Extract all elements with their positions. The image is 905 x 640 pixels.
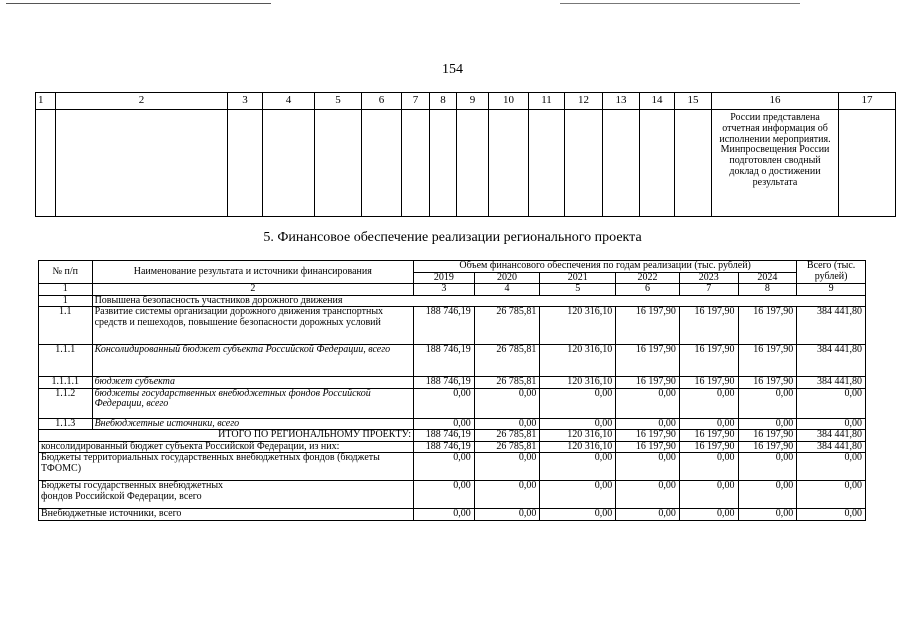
value-cell: 0,00 xyxy=(679,418,738,430)
value-cell: 16 197,90 xyxy=(679,377,738,389)
column-number: 15 xyxy=(675,93,712,110)
value-cell: 0,00 xyxy=(679,388,738,418)
column-index: 4 xyxy=(474,284,540,296)
value-cell: 0,00 xyxy=(540,509,616,521)
value-cell: 120 316,10 xyxy=(540,307,616,345)
header-volume: Объем финансового обеспечения по годам реализации (тыс. рублей) xyxy=(414,261,797,273)
value-cell: 0,00 xyxy=(616,481,680,509)
value-cell: 0,00 xyxy=(797,509,866,521)
table-row xyxy=(39,345,866,377)
value-cell: 26 785,81 xyxy=(474,430,540,442)
value-cell: 26 785,81 xyxy=(474,345,540,377)
value-cell: 0,00 xyxy=(616,418,680,430)
continuation-table xyxy=(35,92,896,217)
total-row xyxy=(39,481,866,509)
value-cell: 16 197,90 xyxy=(738,441,797,453)
row-name: Консолидированный бюджет субъекта Российской Федерации, всего xyxy=(92,345,413,377)
column-index: 1 xyxy=(39,284,93,296)
column-index: 7 xyxy=(679,284,738,296)
row-number: 1.1 xyxy=(39,307,93,345)
value-cell: 0,00 xyxy=(679,453,738,481)
value-cell: 0,00 xyxy=(738,388,797,418)
value-cell: 0,00 xyxy=(474,453,540,481)
column-number: 11 xyxy=(529,93,565,110)
value-cell: 0,00 xyxy=(414,453,475,481)
section-title: 5. Финансовое обеспечение реализации регионального проекта xyxy=(263,230,642,245)
column-index-row xyxy=(39,284,866,296)
value-cell: 384 441,80 xyxy=(797,430,866,442)
value-cell: 26 785,81 xyxy=(474,307,540,345)
value-cell: 16 197,90 xyxy=(616,307,680,345)
table-header-row xyxy=(36,93,896,110)
total-label: Бюджеты территориальных государственных внебюджетных фондов (бюджеты ТФОМС) xyxy=(39,453,414,481)
column-index: 2 xyxy=(92,284,413,296)
value-cell: 16 197,90 xyxy=(616,430,680,442)
column-number: 3 xyxy=(228,93,263,110)
column-number: 5 xyxy=(315,93,362,110)
value-cell: 0,00 xyxy=(738,481,797,509)
value-cell: 16 197,90 xyxy=(738,307,797,345)
top-rule xyxy=(6,3,271,4)
value-cell: 16 197,90 xyxy=(616,345,680,377)
row-number: 1 xyxy=(39,295,93,307)
row-name: бюджет субъекта xyxy=(92,377,413,389)
page-number: 154 xyxy=(442,62,463,77)
column-number: 1 xyxy=(36,93,56,110)
value-cell: 16 197,90 xyxy=(738,345,797,377)
value-cell: 120 316,10 xyxy=(540,377,616,389)
table-row xyxy=(39,418,866,430)
value-cell: 0,00 xyxy=(616,509,680,521)
row-number: 1.1.1 xyxy=(39,345,93,377)
report-status-cell: России представлена отчетная информация об исполнении мероприятия. Минпросвещения России подготовлен сводный доклад о достижении результата xyxy=(712,110,839,217)
column-number: 14 xyxy=(640,93,675,110)
value-cell: 0,00 xyxy=(738,509,797,521)
table-header-row xyxy=(39,261,866,273)
value-cell: 384 441,80 xyxy=(797,307,866,345)
value-cell: 0,00 xyxy=(474,509,540,521)
column-index: 6 xyxy=(616,284,680,296)
column-number: 4 xyxy=(263,93,315,110)
value-cell: 16 197,90 xyxy=(679,441,738,453)
value-cell: 0,00 xyxy=(474,418,540,430)
value-cell: 16 197,90 xyxy=(679,307,738,345)
value-cell: 120 316,10 xyxy=(540,441,616,453)
column-index: 8 xyxy=(738,284,797,296)
value-cell: 384 441,80 xyxy=(797,345,866,377)
column-number: 13 xyxy=(603,93,640,110)
row-number: 1.1.3 xyxy=(39,418,93,430)
value-cell: 0,00 xyxy=(540,481,616,509)
column-number: 12 xyxy=(565,93,603,110)
column-index: 3 xyxy=(414,284,475,296)
header-total: Всего (тыс. рублей) xyxy=(797,261,866,284)
value-cell: 0,00 xyxy=(797,388,866,418)
header-name: Наименование результата и источники финансирования xyxy=(92,261,413,284)
total-label: Бюджеты государственных внебюджетных фондов Российской Федерации, всего xyxy=(39,481,414,509)
value-cell: 26 785,81 xyxy=(474,377,540,389)
header-number: № п/п xyxy=(39,261,93,284)
column-index: 5 xyxy=(540,284,616,296)
value-cell: 16 197,90 xyxy=(738,430,797,442)
value-cell: 0,00 xyxy=(414,509,475,521)
header-year: 2024 xyxy=(738,272,797,284)
value-cell: 0,00 xyxy=(616,388,680,418)
value-cell: 0,00 xyxy=(797,481,866,509)
value-cell: 26 785,81 xyxy=(474,441,540,453)
value-cell: 188 746,19 xyxy=(414,430,475,442)
value-cell: 16 197,90 xyxy=(616,441,680,453)
value-cell: 120 316,10 xyxy=(540,345,616,377)
value-cell: 0,00 xyxy=(540,453,616,481)
row-name: Развитие системы организации дорожного движения транспортных средств и пешеходов, повышение безопасности дорожных условий xyxy=(92,307,413,345)
column-number: 9 xyxy=(457,93,489,110)
value-cell: 0,00 xyxy=(540,388,616,418)
value-cell: 16 197,90 xyxy=(679,430,738,442)
value-cell: 0,00 xyxy=(414,481,475,509)
result-row xyxy=(39,295,866,307)
column-number: 7 xyxy=(402,93,430,110)
row-number: 1.1.1.1 xyxy=(39,377,93,389)
table-row xyxy=(39,377,866,389)
value-cell: 188 746,19 xyxy=(414,345,475,377)
total-label: ИТОГО ПО РЕГИОНАЛЬНОМУ ПРОЕКТУ: xyxy=(39,430,414,442)
column-number: 16 xyxy=(712,93,839,110)
financing-table xyxy=(38,260,866,521)
total-row xyxy=(39,441,866,453)
header-year: 2021 xyxy=(540,272,616,284)
value-cell: 384 441,80 xyxy=(797,377,866,389)
row-name: Внебюджетные источники, всего xyxy=(92,418,413,430)
header-year: 2020 xyxy=(474,272,540,284)
table-row xyxy=(39,388,866,418)
value-cell: 384 441,80 xyxy=(797,441,866,453)
value-cell: 16 197,90 xyxy=(616,377,680,389)
value-cell: 0,00 xyxy=(797,453,866,481)
value-cell: 0,00 xyxy=(797,418,866,430)
value-cell: 188 746,19 xyxy=(414,377,475,389)
column-index: 9 xyxy=(797,284,866,296)
row-name: бюджеты государственных внебюджетных фондов Российской Федерации, всего xyxy=(92,388,413,418)
value-cell: 0,00 xyxy=(738,453,797,481)
value-cell: 0,00 xyxy=(414,388,475,418)
column-number: 2 xyxy=(56,93,228,110)
top-rule xyxy=(560,3,800,4)
value-cell: 0,00 xyxy=(474,388,540,418)
column-number: 8 xyxy=(430,93,457,110)
value-cell: 120 316,10 xyxy=(540,430,616,442)
value-cell: 188 746,19 xyxy=(414,441,475,453)
value-cell: 0,00 xyxy=(474,481,540,509)
total-row xyxy=(39,430,866,442)
header-year: 2023 xyxy=(679,272,738,284)
total-row xyxy=(39,453,866,481)
column-number: 17 xyxy=(839,93,896,110)
row-number: 1.1.2 xyxy=(39,388,93,418)
header-year: 2019 xyxy=(414,272,475,284)
value-cell: 0,00 xyxy=(679,481,738,509)
total-row xyxy=(39,509,866,521)
table-row xyxy=(39,307,866,345)
value-cell: 16 197,90 xyxy=(738,377,797,389)
value-cell: 0,00 xyxy=(414,418,475,430)
value-cell: 0,00 xyxy=(540,418,616,430)
table-row xyxy=(36,110,896,217)
result-name: Повышена безопасность участников дорожного движения xyxy=(92,295,865,307)
total-label: консолидированный бюджет субъекта Российской Федерации, из них: xyxy=(39,441,414,453)
value-cell: 16 197,90 xyxy=(679,345,738,377)
total-label: Внебюджетные источники, всего xyxy=(39,509,414,521)
column-number: 6 xyxy=(362,93,402,110)
value-cell: 0,00 xyxy=(679,509,738,521)
column-number: 10 xyxy=(489,93,529,110)
value-cell: 0,00 xyxy=(616,453,680,481)
value-cell: 0,00 xyxy=(738,418,797,430)
value-cell: 188 746,19 xyxy=(414,307,475,345)
header-year: 2022 xyxy=(616,272,680,284)
